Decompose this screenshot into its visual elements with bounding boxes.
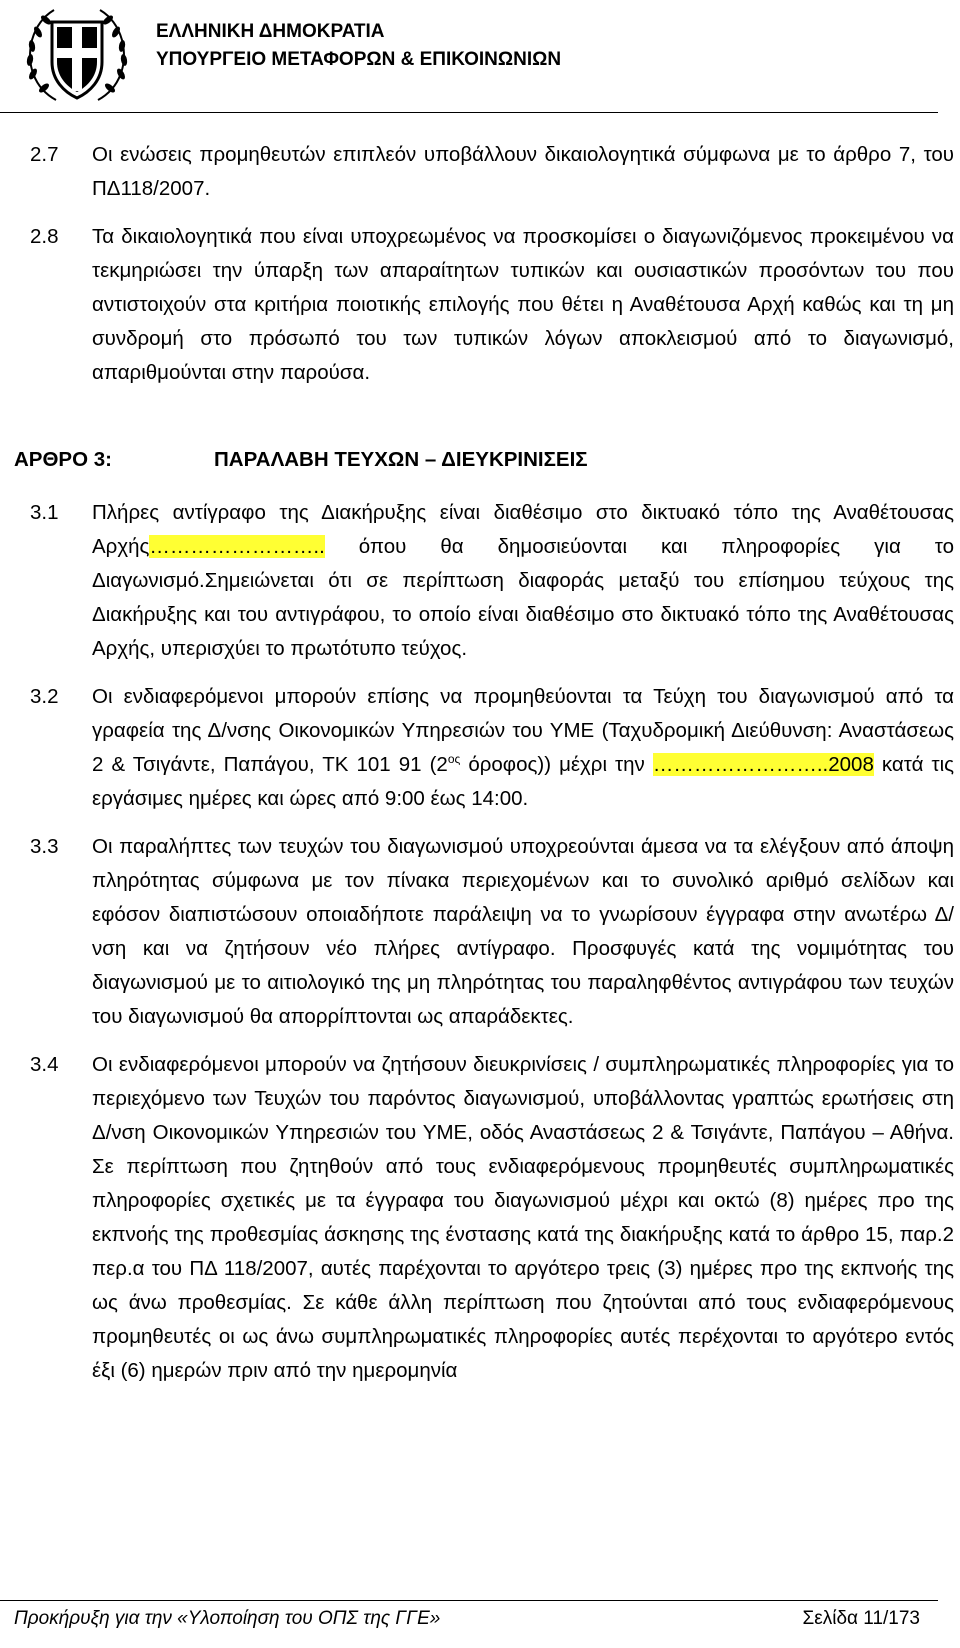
- section-number: 3.3: [30, 835, 59, 858]
- superscript: ος: [447, 752, 461, 767]
- article-label: ΑΡΘΡΟ 3:: [14, 448, 112, 471]
- section-text-part: Πλήρες αντίγραφο της Διακήρυξης είναι διαθέσιμο στο δικτυακό τόπο της Αναθέτουσας Αρχής: [92, 501, 954, 558]
- section-text-part: όροφος)) μέχρι την: [460, 753, 653, 776]
- paragraph-number: 2.7: [30, 143, 59, 166]
- section-text: Οι ενδιαφερόμενοι μπορούν να ζητήσουν διευκρινίσεις / συμπληρωματικές πληροφορίες για το περιεχόμενο των Τευχών του παρόντος διαγωνισμού, υποβάλλοντας γραπτώς ερωτήσεις στη Δ/νση Οικονομικών Υπηρεσιών του ΥΜΕ, οδός Αναστάσεως 2 & Τσιγάντε, Παπάγου – Αθήνα. Σε περίπτωση που ζητηθούν από τους ενδιαφερόμενους προμηθευτές συμπληρωματικές πληροφορίες σχετικές με τα έγγραφα του διαγωνισμού μέχρι και οκτώ (8) ημέρες προ της εκπνοής της προθεσμίας άσκησης της ένστασης κατά της διακήρυξης κατά το άρθρο 15, παρ.2 περ.α του ΠΔ 118/2007, αυτές παρέχονται το αργότερο τρεις (3) ημέρες προ της εκπνοής της ως άνω προθεσμίας. Σε κάθε άλλη περίπτωση που ζητούνται από τους ενδιαφερόμενους προμηθευτές οι ως άνω συμπληρωματικές πληροφορίες αυτές περέχονται το αργότερο εντός έξι (6) ημερών πριν από την ημερομηνία: [92, 1053, 954, 1382]
- section-text-part: κατά τις εργάσιμες ημέρες και ώρες από 9:00 έως 14:00.: [92, 753, 955, 810]
- section-text: [92, 680, 954, 816]
- footer-divider: [0, 1600, 938, 1601]
- section-3-2: [30, 680, 954, 816]
- section-3-4: [30, 1048, 954, 1388]
- section-text-part: όπου θα δημοσιεύονται και πληροφορίες για το Διαγωνισμό.Σημειώνεται ότι σε περίπτωση διαφοράς μεταξύ του επίσημου τεύχους της Διακήρυξης και του αντιγράφου, το οποίο είναι διαθέσιμο στο δικτυακό τόπο της Αναθέτουσας Αρχής, υπερισχύει το πρωτότυπο τεύχος.: [92, 535, 954, 660]
- section-text: Οι παραλήπτες των τευχών του διαγωνισμού υποχρεούνται άμεσα να τα ελέγξουν από άποψη πληρότητας σύμφωνα με τον πίνακα περιεχομένων και το συνολικό αριθμό σελίδων και εφόσον διαπιστώσουν οποιαδήποτε παράλειψη να το γνωρίσουν έγγραφα στην ανωτέρω Δ/νση και να ζητήσουν νέο πλήρες αντίγραφο. Προσφυγές κατά της νομιμότητας του διαγωνισμού με το αιτιολογικό της μη πληρότητας του παραληφθέντος αντιγράφου των τευχών του διαγωνισμού θα απορρίπτονται ως απαράδεκτες.: [92, 835, 954, 1028]
- document-body: [14, 138, 955, 1388]
- greek-coat-of-arms-icon: [16, 4, 138, 108]
- header-title: [156, 18, 561, 74]
- article-title: ΠΑΡΑΛΑΒΗ ΤΕΥΧΩΝ – ΔΙΕΥΚΡΙΝΙΣΕΙΣ: [214, 448, 588, 471]
- section-number: 3.2: [30, 685, 59, 708]
- header-line-1: ΕΛΛΗΝΙΚΗ ΔΗΜΟΚΡΑΤΙΑ: [156, 21, 385, 42]
- article-heading: [14, 448, 954, 482]
- section-text-part: Οι ενδιαφερόμενοι μπορούν επίσης να προμηθεύονται τα Τεύχη του διαγωνισμού από τα γραφεία της Δ/νσης Οικονομικών Υπηρεσιών του ΥΜΕ (Ταχυδρομική Διεύθυνση: Αναστάσεως 2 & Τσιγάντε, Παπάγου, ΤΚ 101 91 (2: [92, 685, 954, 776]
- section-3-3: [30, 830, 954, 1034]
- paragraph-2-8: [30, 220, 954, 390]
- footer-document-title: Προκήρυξη για την «Υλοποίηση του ΟΠΣ της ΓΓΕ»: [14, 1608, 441, 1629]
- page-header: [0, 0, 960, 116]
- section-3-1: [30, 496, 954, 666]
- paragraph-text: Τα δικαιολογητικά που είναι υποχρεωμένος να προσκομίσει ο διαγωνιζόμενος προκειμένου να τεκμηριώσει την ύπαρξη των απαραίτητων τυπικών και ουσιαστικών προσόντων του που αντιστοιχούν στα κριτήρια ποιοτικής επιλογής που θέτει η Αναθέτουσα Αρχή καθώς και τη μη συνδρομή στο πρόσωπό του των τυπικών λόγων αποκλεισμού από το διαγωνισμό, απαριθμούνται στην παρούσα.: [92, 225, 954, 384]
- highlighted-date-placeholder: ……………………..2008: [652, 753, 874, 776]
- paragraph-text: Οι ενώσεις προμηθευτών επιπλεόν υποβάλλουν δικαιολογητικά σύμφωνα με το άρθρο 7, του ΠΔ118/2007.: [92, 143, 954, 200]
- footer-page-number: Σελίδα 11/173: [802, 1608, 920, 1629]
- paragraph-number: 2.8: [30, 225, 59, 248]
- header-line-2: ΥΠΟΥΡΓΕΙΟ ΜΕΤΑΦΟΡΩΝ & ΕΠΙΚΟΙΝΩΝΙΩΝ: [156, 49, 562, 70]
- section-number: 3.1: [30, 501, 59, 524]
- header-divider: [0, 112, 938, 113]
- paragraph-2-7: [30, 138, 954, 206]
- section-text: [92, 496, 954, 666]
- section-number: 3.4: [30, 1053, 59, 1076]
- highlighted-placeholder: ……………………..: [149, 535, 325, 558]
